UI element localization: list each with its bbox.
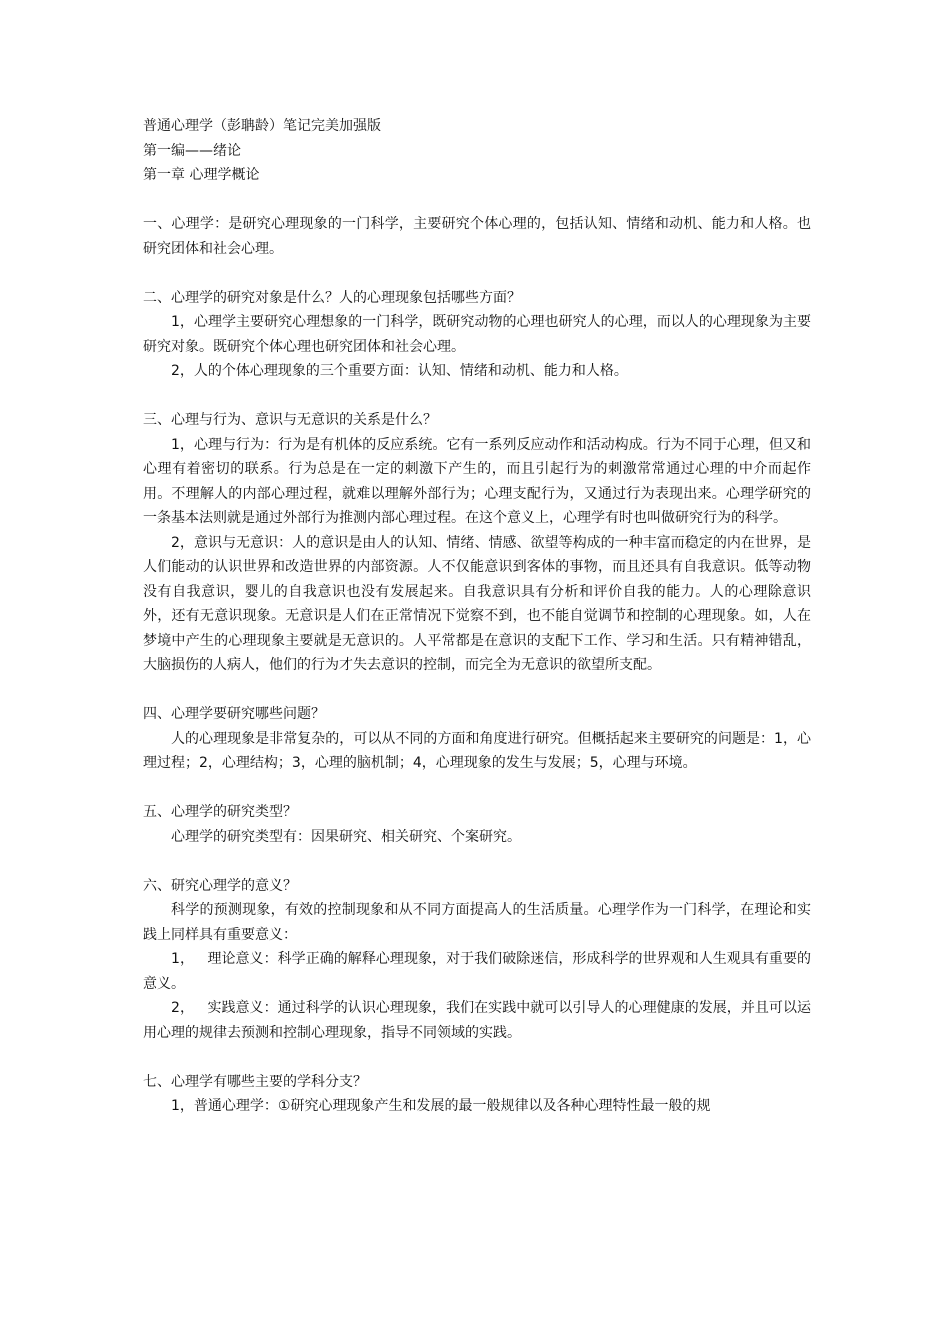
section-3-paragraph-2: 2，意识与无意识：人的意识是由人的认知、情绪、情感、欲望等构成的一种丰富而稳定的内在世界，是人们能动的认识世界和改造世界的内部资源。人不仅能意识到客体的事物，而且还具有自我意识。低等动物没有自我意识，婴儿的自我意识也没有发展起来。自我意识具有分析和评价自我的能力。人的心理除意识外，还有无意识现象。无意识是人们在正常情况下觉察不到，也不能自觉调节和控制的心理现象。如，人在梦境中产生的心理现象主要就是无意识的。人平常都是在意识的支配下工作、学习和生活。只有精神错乱，大脑损伤的人病人，他们的行为才失去意识的控制，而完全为无意识的欲望所支配。 — [143, 534, 811, 673]
section-6-paragraph-1: 科学的预测现象，有效的控制现象和从不同方面提高人的生活质量。心理学作为一门科学，在理论和实践上同样具有重要意义： — [143, 902, 811, 943]
section-6-paragraph-3: 2， 实践意义：通过科学的认识心理现象，我们在实践中就可以引导人的心理健康的发展，并且可以运用心理的规律去预测和控制心理现象，指导不同领域的实践。 — [143, 1000, 811, 1041]
part-heading: 第一编——绪论 — [143, 142, 241, 159]
section-7-paragraph-1: 1，普通心理学：①研究心理现象产生和发展的最一般规律以及各种心理特性最一般的规 — [171, 1098, 711, 1114]
spacer — [143, 776, 811, 801]
section-2-heading: 二、心理学的研究对象是什么？人的心理现象包括哪些方面？ — [143, 289, 521, 306]
section-1-paragraph: 一、心理学：是研究心理现象的一门科学，主要研究个体心理的，包括认知、情绪和动机、能力和人格。也研究团体和社会心理。 — [143, 216, 811, 257]
section-6-paragraph-2: 1， 理论意义：科学正确的解释心理现象，对于我们破除迷信，形成科学的世界观和人生观具有重要的意义。 — [143, 951, 811, 992]
section-5-heading: 五、心理学的研究类型？ — [143, 804, 297, 820]
spacer — [143, 384, 811, 409]
section-4-heading: 四、心理学要研究哪些问题？ — [143, 706, 325, 722]
document-title: 普通心理学（彭聃龄）笔记完美加强版 — [143, 118, 381, 134]
spacer — [143, 261, 811, 286]
document-body — [143, 114, 811, 1119]
section-4-paragraph-1: 人的心理现象是非常复杂的，可以从不同的方面和角度进行研究。但概括起来主要研究的问题是：1，心理过程；2，心理结构；3，心理的脑机制；4，心理现象的发生与发展；5，心理与环境。 — [143, 730, 811, 771]
spacer — [143, 188, 811, 213]
spacer — [143, 849, 811, 874]
section-6-heading: 六、研究心理学的意义？ — [143, 877, 297, 894]
spacer — [143, 678, 811, 703]
section-3-heading: 三、心理与行为、意识与无意识的关系是什么？ — [143, 412, 437, 428]
spacer — [143, 1045, 811, 1070]
section-7-heading: 七、心理学有哪些主要的学科分支？ — [143, 1073, 367, 1090]
section-3-paragraph-1: 1，心理与行为：行为是有机体的反应系统。它有一系列反应动作和活动构成。行为不同于心理，但又和心理有着密切的联系。行为总是在一定的刺激下产生的，而且引起行为的刺激常常通过心理的中介而起作用。不理解人的内部心理过程，就难以理解外部行为；心理支配行为，又通过行为表现出来。心理学研究的一条基本法则就是通过外部行为推测内部心理过程。在这个意义上，心理学有时也叫做研究行为的科学。 — [143, 436, 811, 526]
section-5-paragraph-1: 心理学的研究类型有：因果研究、相关研究、个案研究。 — [171, 828, 521, 845]
chapter-heading: 第一章 心理学概论 — [143, 167, 260, 183]
section-2-paragraph-1: 1，心理学主要研究心理想象的一门科学，既研究动物的心理也研究人的心理，而以人的心理现象为主要研究对象。既研究个体心理也研究团体和社会心理。 — [143, 314, 811, 355]
section-2-paragraph-2: 2，人的个体心理现象的三个重要方面：认知、情绪和动机、能力和人格。 — [171, 363, 628, 379]
